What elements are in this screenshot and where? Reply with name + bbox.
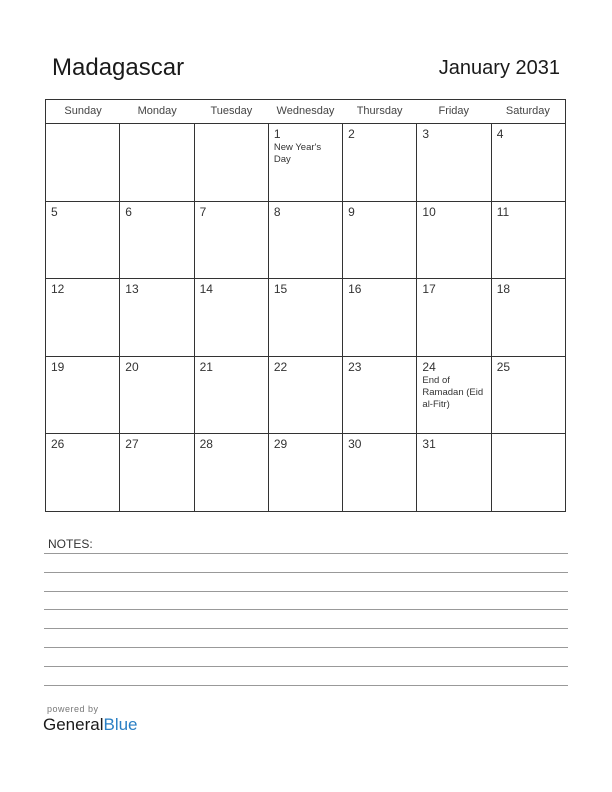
day-cell [195, 434, 269, 512]
day-number: 5 [51, 204, 58, 219]
day-cell [46, 357, 120, 434]
week-row [46, 434, 565, 512]
day-number: 15 [273, 282, 288, 297]
day-cell [195, 202, 269, 279]
weekday-saturday: Saturday [505, 105, 550, 117]
day-cell [195, 124, 269, 201]
notes-label: NOTES: [48, 537, 93, 551]
note-line [44, 591, 568, 592]
note-line [44, 685, 568, 686]
holiday-label: End of Ramadan (Eid al-Fitr) [422, 374, 484, 410]
day-number: 6 [125, 204, 132, 219]
day-cell [343, 124, 417, 201]
day-cell [120, 279, 194, 356]
day-number: 7 [199, 204, 207, 219]
day-cell [269, 357, 343, 434]
day-number: 20 [125, 359, 139, 374]
week-row [46, 357, 565, 435]
day-cell [343, 279, 417, 356]
day-cell [343, 202, 417, 279]
day-number: 25 [496, 359, 511, 374]
week-row [46, 124, 565, 202]
day-number: 4 [496, 127, 504, 141]
note-line [44, 553, 568, 554]
weekday-friday: Friday [438, 105, 470, 117]
day-number: 11 [496, 204, 510, 219]
day-cell [417, 202, 491, 279]
week-row [46, 279, 565, 357]
day-cell [120, 202, 194, 279]
weekday-tuesday: Tuesday [210, 105, 253, 117]
day-cell [120, 434, 194, 512]
day-number: 16 [348, 282, 362, 297]
day-cell [269, 124, 343, 201]
day-number: 26 [51, 437, 65, 452]
day-cell [195, 357, 269, 434]
day-number: 3 [422, 127, 430, 141]
day-number: 30 [348, 437, 362, 452]
day-cell [492, 357, 565, 434]
weekday-wednesday: Wednesday [276, 105, 335, 117]
day-number: 17 [422, 282, 436, 297]
day-cell [343, 357, 417, 434]
week-row [46, 202, 565, 280]
page-title: Madagascar [52, 54, 185, 81]
day-cell [269, 279, 343, 356]
day-cell [492, 202, 565, 279]
day-number: 28 [199, 437, 213, 452]
day-cell [417, 357, 491, 434]
note-line [44, 647, 568, 648]
brand-general: General [43, 715, 104, 734]
day-cell [46, 202, 120, 279]
note-line [44, 666, 568, 667]
day-number: 23 [348, 359, 362, 374]
day-cell [46, 279, 120, 356]
day-number: 1 [273, 127, 281, 141]
day-cell [492, 279, 565, 356]
day-cell [417, 279, 491, 356]
brand-blue: Blue [103, 715, 138, 734]
weekday-thursday: Thursday [356, 105, 403, 117]
day-cell [417, 434, 491, 512]
day-number: 14 [199, 282, 213, 297]
day-number: 13 [125, 282, 139, 297]
weeks-container [46, 124, 565, 512]
day-number: 12 [51, 282, 65, 297]
day-cell [46, 124, 120, 201]
note-line [44, 628, 568, 629]
powered-by-text: powered by [47, 704, 99, 714]
day-number: 21 [199, 359, 213, 374]
note-line [44, 609, 568, 610]
day-number: 2 [348, 127, 355, 141]
day-number: 29 [273, 437, 288, 452]
day-number: 27 [125, 437, 139, 452]
day-cell [269, 202, 343, 279]
day-number: 9 [348, 204, 355, 219]
day-cell [417, 124, 491, 201]
day-cell [195, 279, 269, 356]
holiday-label: New Year's Day [273, 142, 322, 165]
day-number: 24 [422, 359, 436, 374]
day-number: 10 [422, 204, 436, 219]
day-number: 8 [273, 204, 281, 219]
brand-logo [43, 716, 138, 733]
day-cell [269, 434, 343, 512]
weekday-header [46, 100, 565, 124]
day-cell [492, 124, 565, 201]
calendar-grid [45, 99, 566, 512]
weekday-sunday: Sunday [64, 105, 102, 117]
day-cell [120, 124, 194, 201]
day-number: 19 [51, 359, 65, 374]
day-number: 18 [496, 282, 511, 297]
weekday-monday: Monday [137, 105, 177, 117]
day-number: 22 [273, 359, 288, 374]
note-line [44, 572, 568, 573]
day-cell [46, 434, 120, 512]
day-cell [343, 434, 417, 512]
day-cell [120, 357, 194, 434]
month-year-label: January 2031 [438, 57, 560, 79]
day-cell [492, 434, 565, 512]
day-number: 31 [422, 437, 436, 452]
